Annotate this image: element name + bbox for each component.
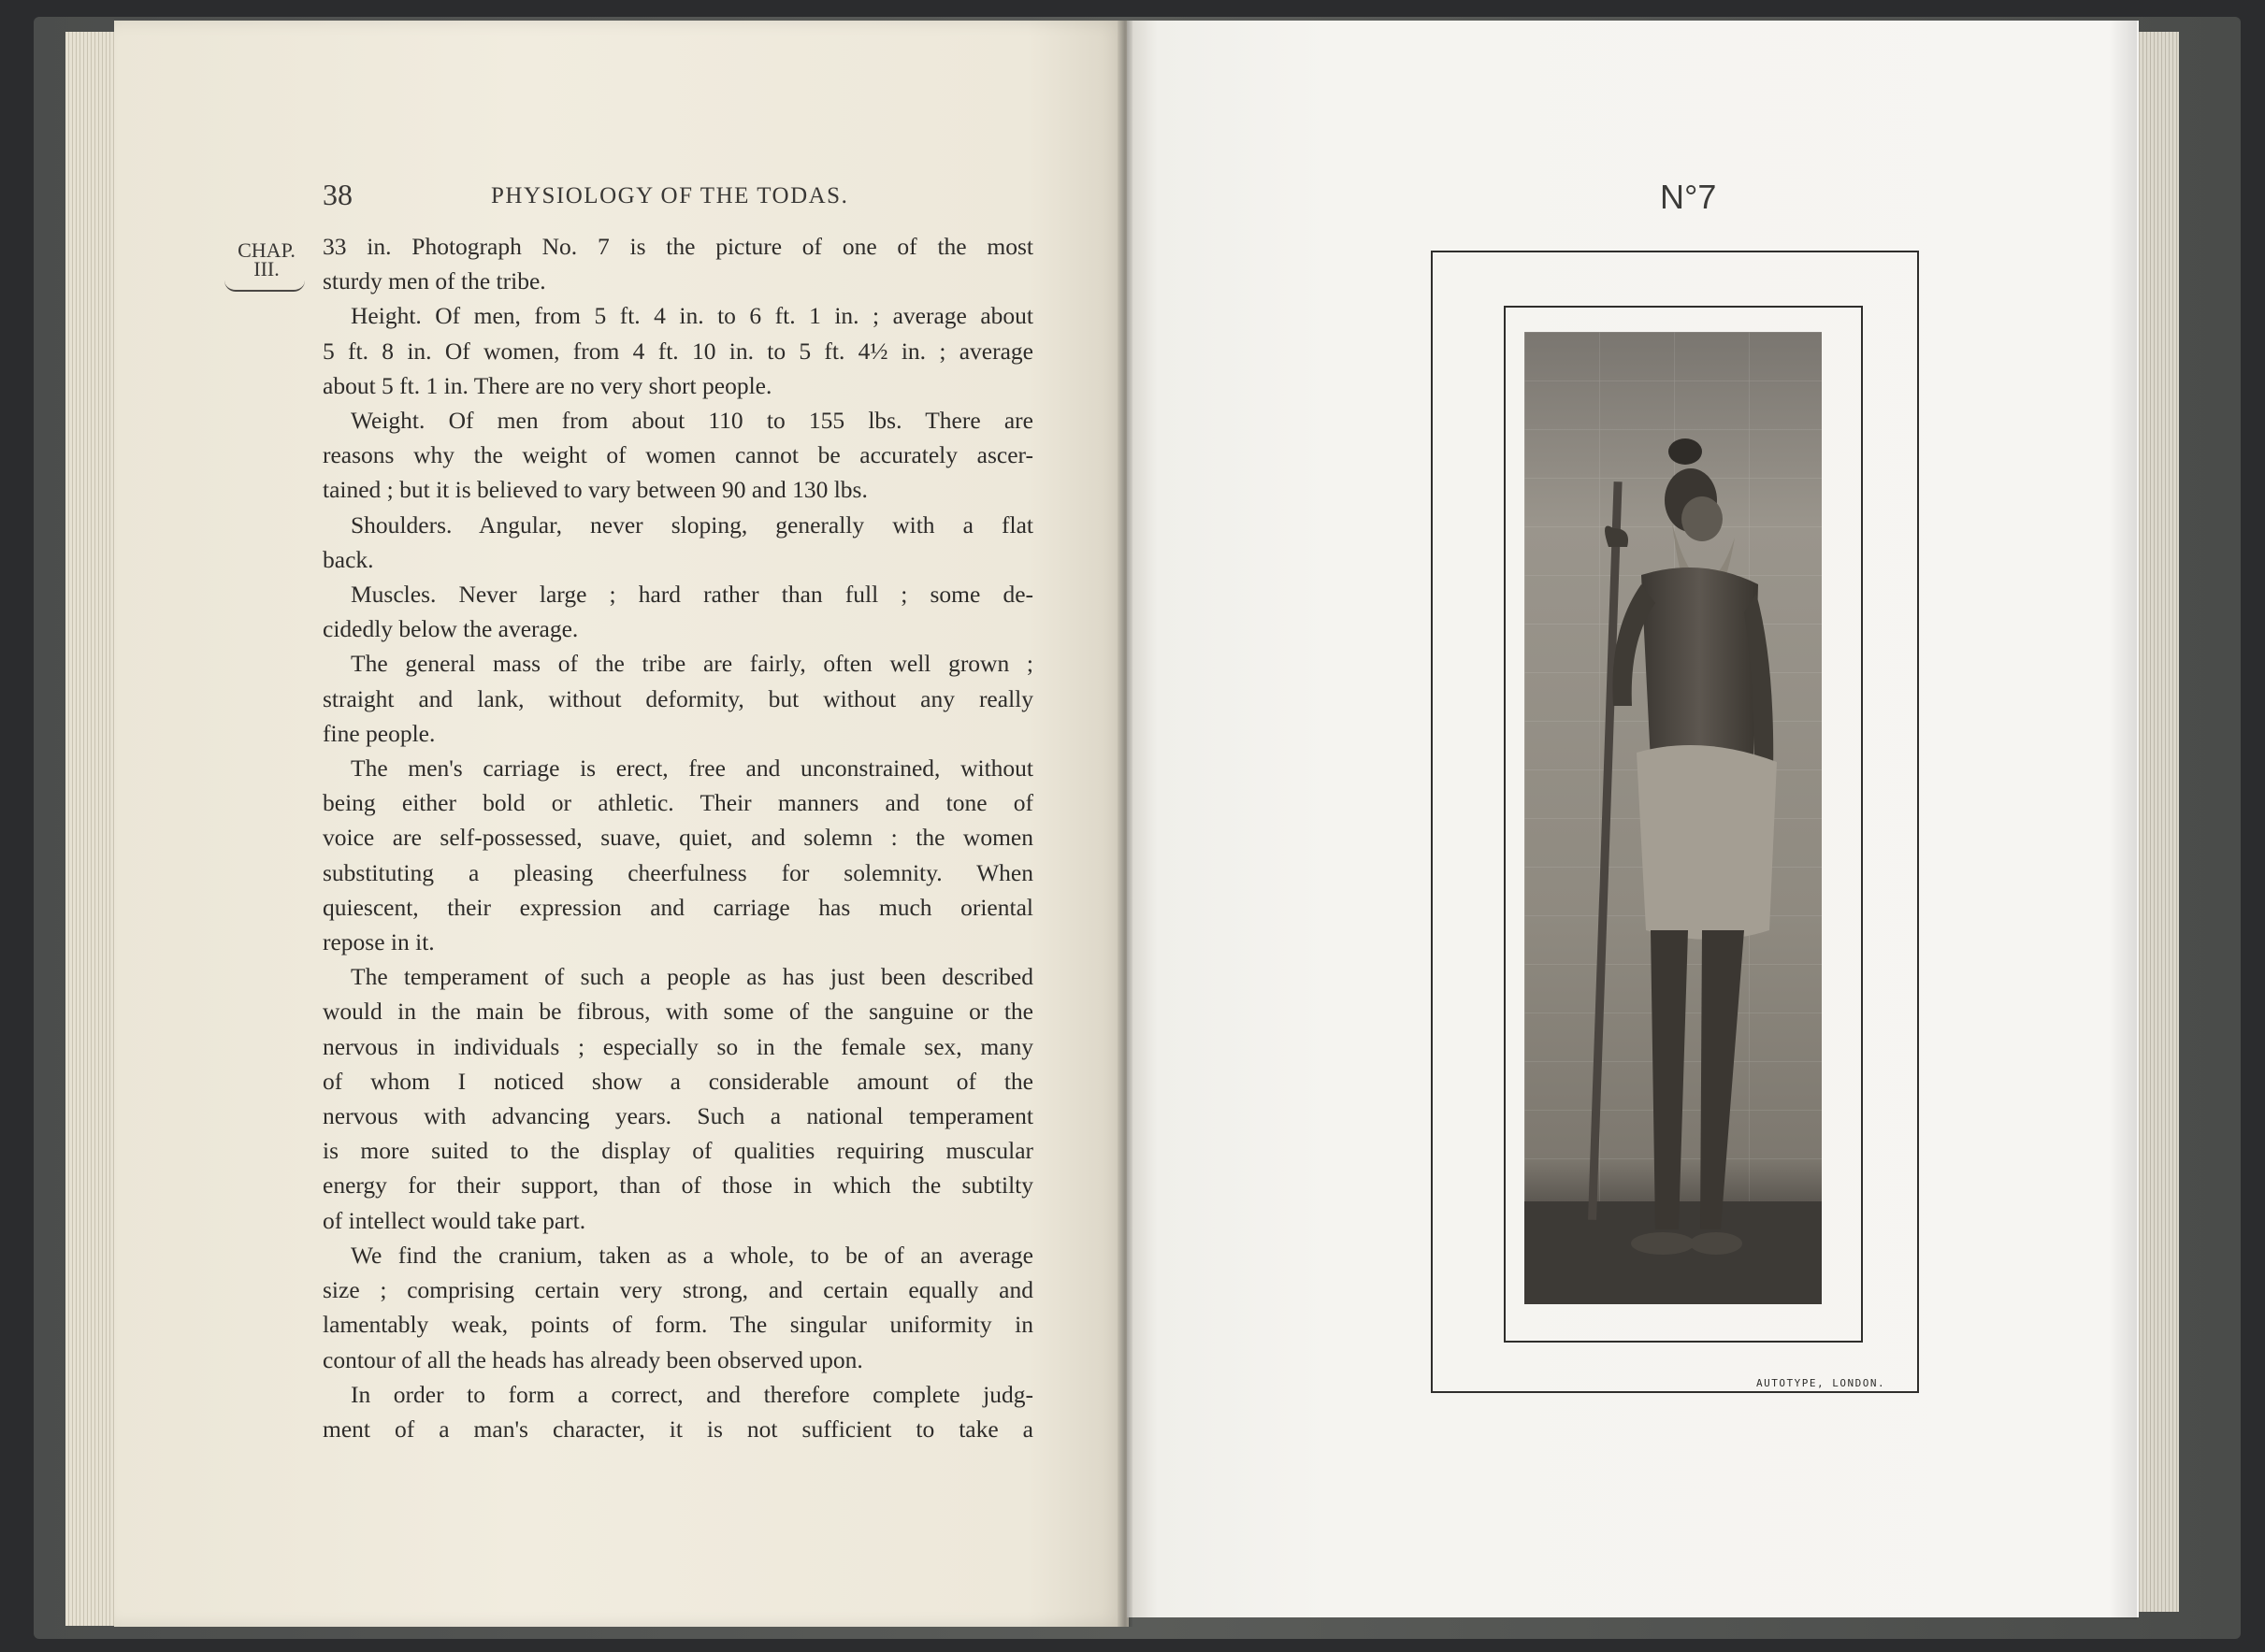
text-line: 5 ft. 8 in. Of women, from 4 ft. 10 in. to 5 ft. 4½ in. ; average bbox=[323, 337, 1033, 365]
plate-number: N°7 bbox=[1660, 178, 1717, 216]
running-head bbox=[323, 178, 1033, 224]
photo-figure-drawing bbox=[1524, 332, 1822, 1304]
page-number: 38 bbox=[323, 178, 353, 211]
standing-man-photograph bbox=[1524, 332, 1822, 1304]
side-note-chap: CHAP. bbox=[238, 238, 296, 262]
page-stack-right bbox=[2132, 32, 2179, 1612]
body-text bbox=[323, 229, 1033, 1446]
text-line: sturdy men of the tribe. bbox=[323, 267, 546, 295]
text-line: quiescent, their expression and carriage has much oriental bbox=[323, 893, 1033, 921]
brace-mark bbox=[224, 280, 305, 292]
text-line: tained ; but it is believed to vary between 90 and 130 lbs. bbox=[323, 476, 868, 504]
text-line: repose in it. bbox=[323, 928, 435, 956]
text-line: cidedly below the average. bbox=[323, 615, 579, 643]
photo-credit: AUTOTYPE, LONDON. bbox=[1756, 1377, 1886, 1389]
right-page-edge-shadow bbox=[2109, 21, 2137, 1619]
text-line: Muscles. Never large ; hard rather than full ; some de- bbox=[351, 581, 1033, 609]
text-line: is more suited to the display of qualities requiring muscular bbox=[323, 1137, 1033, 1165]
page-stack-left bbox=[65, 32, 122, 1626]
text-line: nervous in individuals ; especially so in the female sex, many bbox=[323, 1032, 1033, 1060]
text-line: substituting a pleasing cheerfulness for solemnity. When bbox=[323, 858, 1033, 886]
text-line: of intellect would take part. bbox=[323, 1206, 586, 1234]
text-line: We find the cranium, taken as a whole, to be of an average bbox=[351, 1241, 1033, 1269]
text-line: being either bold or athletic. Their manners and tone of bbox=[323, 789, 1033, 817]
text-line: about 5 ft. 1 in. There are no very short people. bbox=[323, 371, 772, 399]
text-line: Shoulders. Angular, never sloping, generally with a flat bbox=[351, 510, 1033, 539]
text-line: voice are self-possessed, suave, quiet, and solemn : the women bbox=[323, 824, 1033, 852]
text-line: ment of a man's character, it is not sufficient to take a bbox=[323, 1415, 1033, 1443]
text-line: straight and lank, without deformity, but without any really bbox=[323, 684, 1033, 712]
text-line: reasons why the weight of women cannot be accurately ascer- bbox=[323, 441, 1033, 469]
book-gutter bbox=[1118, 21, 1132, 1627]
text-line: energy for their support, than of those in which the subtilty bbox=[323, 1171, 1033, 1199]
text-line: lamentably weak, points of form. The singular uniformity in bbox=[323, 1311, 1033, 1339]
text-line: nervous with advancing years. Such a national temperament bbox=[323, 1102, 1033, 1130]
text-line: The general mass of the tribe are fairly, often well grown ; bbox=[351, 650, 1033, 678]
text-line: back. bbox=[323, 545, 374, 573]
text-line: contour of all the heads has already been observed upon. bbox=[323, 1345, 863, 1373]
side-note-number: III. bbox=[253, 257, 280, 280]
text-line: The temperament of such a people as has just been described bbox=[351, 963, 1033, 991]
text-line: Height. Of men, from 5 ft. 4 in. to 6 ft. 1 in. ; average about bbox=[351, 302, 1033, 330]
running-title: PHYSIOLOGY OF THE TODAS. bbox=[491, 183, 849, 208]
chapter-side-note bbox=[224, 238, 309, 292]
text-line: Weight. Of men from about 110 to 155 lbs. There are bbox=[351, 407, 1033, 435]
text-line: The men's carriage is erect, free and unconstrained, without bbox=[351, 754, 1033, 783]
text-line: fine people. bbox=[323, 719, 436, 747]
text-line: In order to form a correct, and therefore complete judg- bbox=[351, 1380, 1033, 1408]
text-line: of whom I noticed show a considerable amount of the bbox=[323, 1067, 1033, 1095]
text-line: 33 in. Photograph No. 7 is the picture of one of the most bbox=[323, 233, 1033, 260]
text-line: size ; comprising certain very strong, and certain equally and bbox=[323, 1276, 1033, 1304]
text-line: would in the main be fibrous, with some of the sanguine or the bbox=[323, 998, 1033, 1026]
